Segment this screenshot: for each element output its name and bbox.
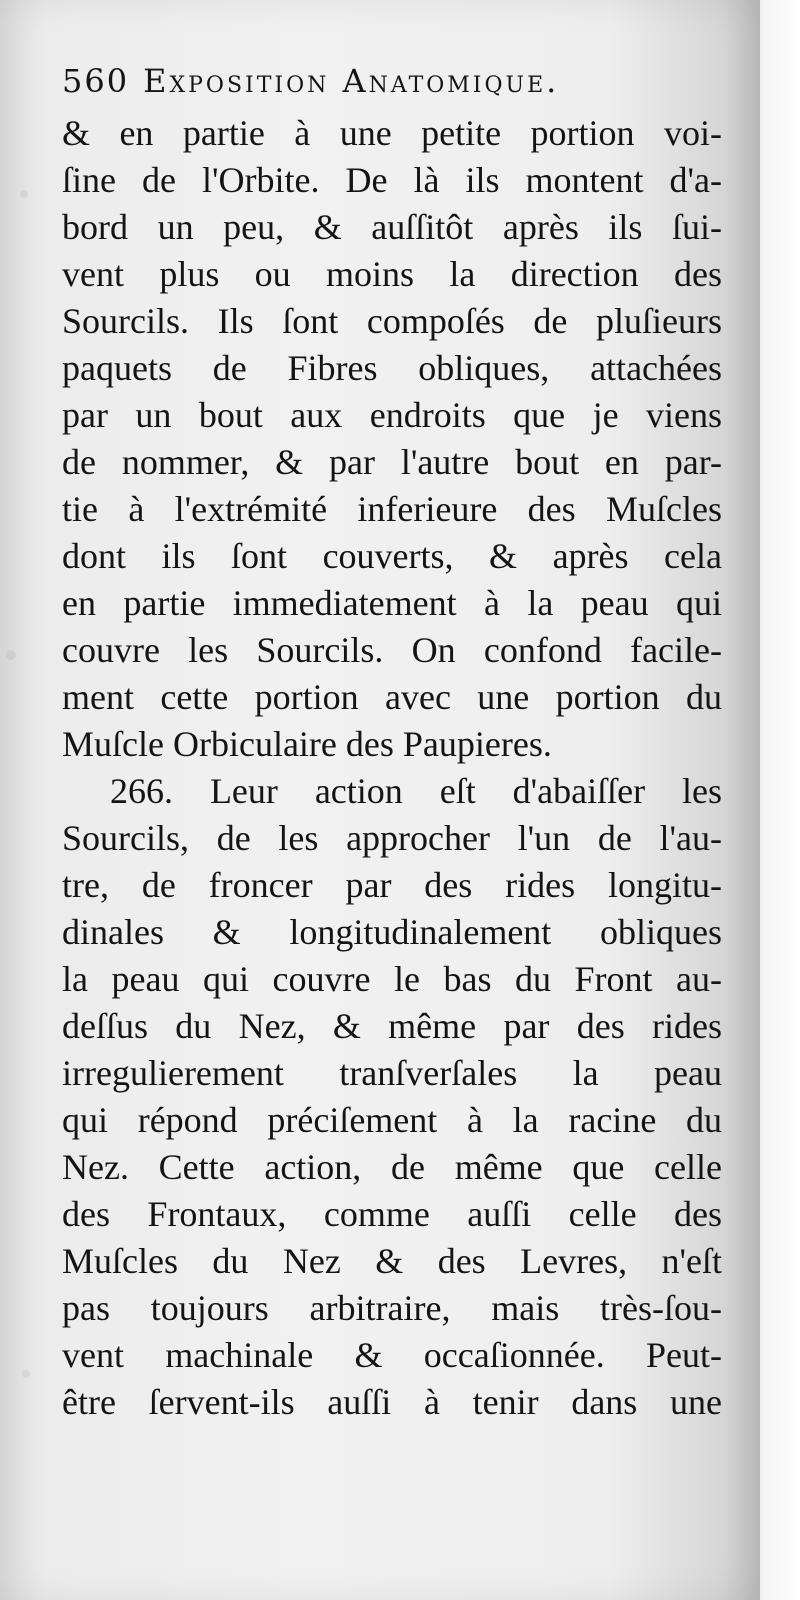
text-line: ſine de l'Orbite. De là ils montent d'a- [62, 160, 722, 200]
text-line: deſſus du Nez, & même par des rides [62, 1006, 722, 1046]
page-number: 560 [62, 62, 130, 100]
text-line: Sourcils. Ils ſont compoſés de pluſieurs [62, 301, 722, 341]
text-line: dinales & longitudinalement obliques [62, 912, 722, 952]
text-line: de nommer, & par l'autre bout en par- [62, 442, 722, 482]
text-line: Muſcle Orbiculaire des Paupieres. [62, 724, 552, 764]
text-line: en partie immediatement à la peau qui [62, 583, 722, 623]
text-line: par un bout aux endroits que je viens [62, 395, 722, 435]
paper-smudge [22, 1370, 30, 1378]
text-line: la peau qui couvre le bas du Front au- [62, 959, 722, 999]
body-text [62, 110, 722, 1426]
text-line: vent plus ou moins la direction des [62, 254, 722, 294]
text-line: & en partie à une petite portion voi- [62, 113, 722, 153]
text-line: qui répond préciſement à la racine du [62, 1100, 722, 1140]
text-line: couvre les Sourcils. On confond facile- [62, 630, 722, 670]
running-title: Exposition Anatomique. [143, 62, 560, 100]
text-line: Nez. Cette action, de même que celle [62, 1147, 722, 1187]
text-line: Muſcles du Nez & des Levres, n'eſt [62, 1241, 722, 1281]
paragraph-start-line: 266. Leur action eſt d'abaiſſer les [110, 771, 722, 811]
text-line: des Frontaux, comme auſſi celle des [62, 1194, 722, 1234]
running-header [62, 62, 722, 112]
text-line: ment cette portion avec une portion du [62, 677, 722, 717]
text-line: dont ils ſont couverts, & après cela [62, 536, 722, 576]
text-line: tie à l'extrémité inferieure des Muſcles [62, 489, 722, 529]
text-line: Sourcils, de les approcher l'un de l'au- [62, 818, 722, 858]
text-line: tre, de froncer par des rides longitu- [62, 865, 722, 905]
text-line: bord un peu, & auſſitôt après ils ſui- [62, 207, 722, 247]
paper-smudge [20, 190, 28, 198]
text-line: vent machinale & occaſionnée. Peut- [62, 1335, 722, 1375]
text-line: être ſervent-ils auſſi à tenir dans une [62, 1382, 722, 1422]
text-line: paquets de Fibres obliques, attachées [62, 348, 722, 388]
text-line: irregulierement tranſverſales la peau [62, 1053, 722, 1093]
paper-smudge [6, 650, 16, 660]
text-line: pas toujours arbitraire, mais très-ſou- [62, 1288, 722, 1328]
